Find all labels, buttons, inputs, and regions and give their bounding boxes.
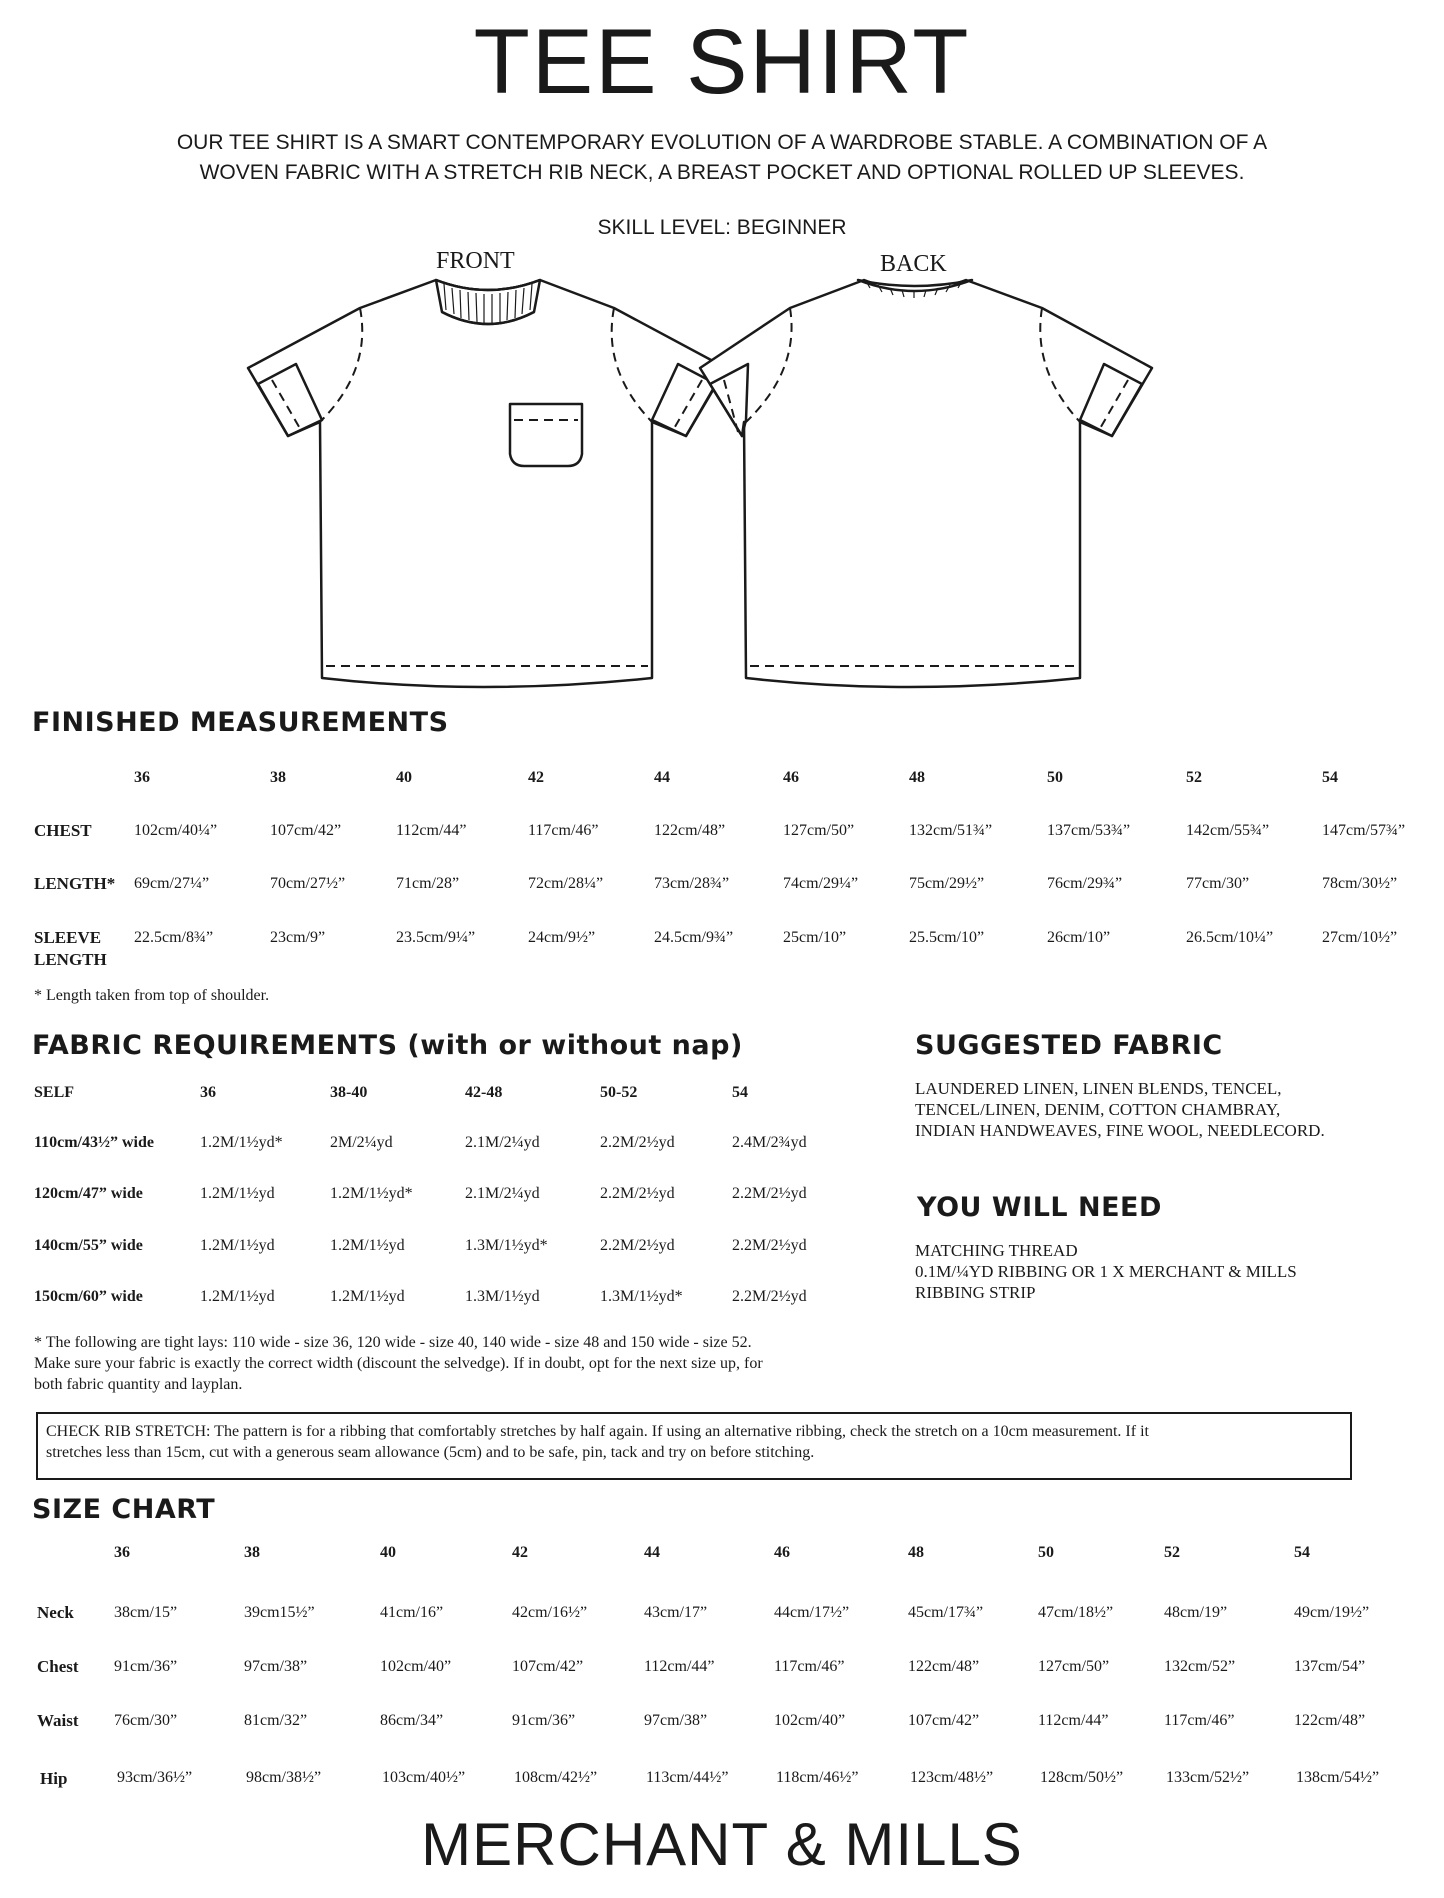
row-label-waist: Waist [37, 1711, 79, 1730]
waist-value: 91cm/36” [512, 1712, 576, 1729]
waist-value: 86cm/34” [380, 1712, 444, 1729]
chest-value: 122cm/48” [654, 822, 726, 839]
sleeve-value: 23.5cm/9¼” [396, 929, 476, 946]
fabric-note-line: * The following are tight lays: 110 wide - size 36, 120 wide - size 40, 140 wide - size 48 and 150 wide - size 52. [34, 1334, 752, 1351]
sleeve-value: 24.5cm/9¾” [654, 929, 734, 946]
fabric-value: 2.1M/2¼yd [465, 1134, 540, 1151]
fabric-value: 2.2M/2½yd [600, 1237, 675, 1254]
neck-value: 47cm/18½” [1038, 1604, 1114, 1621]
chest-value: 117cm/46” [774, 1658, 845, 1675]
fabric-value: 2.2M/2½yd [600, 1134, 675, 1151]
neck-value: 44cm/17½” [774, 1604, 850, 1621]
chest-value: 132cm/52” [1164, 1658, 1236, 1675]
length-value: 70cm/27½” [270, 875, 346, 892]
size-header: 50 [1038, 1544, 1054, 1561]
front-label: FRONT [436, 248, 515, 274]
neck-value: 42cm/16½” [512, 1604, 588, 1621]
fabric-value: 1.3M/1½yd* [600, 1288, 683, 1305]
chest-value: 122cm/48” [908, 1658, 980, 1675]
fabric-header: 38-40 [330, 1084, 368, 1101]
neck-value: 41cm/16” [380, 1604, 444, 1621]
size-header: 44 [644, 1544, 660, 1561]
row-label-length: LENGTH* [34, 874, 116, 893]
chest-value: 102cm/40” [380, 1658, 452, 1675]
fabric-value: 2.4M/2¾yd [732, 1134, 807, 1151]
chest-value: 102cm/40¼” [134, 822, 218, 839]
page-title: TEE SHIRT [473, 11, 971, 113]
size-header: 40 [396, 769, 412, 786]
chest-value: 147cm/57¾” [1322, 822, 1406, 839]
fabric-value: 1.3M/1½yd* [465, 1237, 548, 1254]
chest-value: 117cm/46” [528, 822, 599, 839]
fabric-value: 1.2M/1½yd* [330, 1185, 413, 1202]
intro-line: OUR TEE SHIRT IS A SMART CONTEMPORARY EVOLUTION OF A WARDROBE STABLE. A COMBINATION OF A [176, 131, 1268, 154]
size-header: 42 [528, 769, 544, 786]
hip-value: 113cm/44½” [646, 1769, 729, 1786]
size-header: 46 [783, 769, 799, 786]
chest-value: 127cm/50” [1038, 1658, 1110, 1675]
fabric-value: 2.2M/2½yd [732, 1237, 807, 1254]
size-chart-title: SIZE CHART [32, 1494, 216, 1525]
waist-value: 117cm/46” [1164, 1712, 1235, 1729]
size-header: 52 [1186, 769, 1202, 786]
fabric-value: 1.2M/1½yd [330, 1237, 405, 1254]
suggested-line: LAUNDERED LINEN, LINEN BLENDS, TENCEL, [915, 1079, 1282, 1098]
sleeve-value: 22.5cm/8¾” [134, 929, 214, 946]
chest-value: 132cm/51¾” [909, 822, 993, 839]
size-header: 48 [908, 1544, 924, 1561]
neck-value: 45cm/17¾” [908, 1604, 984, 1621]
chest-value: 137cm/53¾” [1047, 822, 1131, 839]
suggested-line: TENCEL/LINEN, DENIM, COTTON CHAMBRAY, [915, 1100, 1281, 1119]
suggested-line: INDIAN HANDWEAVES, FINE WOOL, NEEDLECORD. [915, 1121, 1325, 1140]
size-header: 54 [1294, 1544, 1310, 1561]
fabric-width-label: 150cm/60” wide [34, 1288, 143, 1305]
size-header: 40 [380, 1544, 396, 1561]
fabric-header: SELF [34, 1084, 75, 1101]
chest-value: 112cm/44” [644, 1658, 715, 1675]
fabric-note-line: both fabric quantity and layplan. [34, 1376, 243, 1393]
length-value: 69cm/27¼” [134, 875, 210, 892]
fabric-value: 1.2M/1½yd* [200, 1134, 283, 1151]
intro-line: WOVEN FABRIC WITH A STRETCH RIB NECK, A BREAST POCKET AND OPTIONAL ROLLED UP SLEEVES. [199, 161, 1245, 184]
fabric-header: 54 [732, 1084, 748, 1101]
chest-value: 112cm/44” [396, 822, 467, 839]
fabric-value: 2.1M/2¼yd [465, 1185, 540, 1202]
hip-value: 108cm/42½” [514, 1769, 598, 1786]
sleeve-value: 23cm/9” [270, 929, 326, 946]
neck-value: 48cm/19” [1164, 1604, 1228, 1621]
size-header: 52 [1164, 1544, 1180, 1561]
neck-value: 49cm/19½” [1294, 1604, 1370, 1621]
fabric-width-label: 110cm/43½” wide [34, 1134, 154, 1151]
chest-value: 97cm/38” [244, 1658, 308, 1675]
row-label-hip: Hip [40, 1769, 68, 1788]
chest-value: 107cm/42” [512, 1658, 584, 1675]
skill-level: SKILL LEVEL: BEGINNER [597, 216, 847, 239]
fabric-value: 1.2M/1½yd [330, 1288, 405, 1305]
row-label-chest: Chest [37, 1657, 79, 1676]
row-label-neck: Neck [37, 1603, 74, 1622]
waist-value: 102cm/40” [774, 1712, 846, 1729]
fabric-value: 2M/2¼yd [330, 1134, 393, 1151]
fabric-header: 42-48 [465, 1084, 503, 1101]
row-label-sleeve: SLEEVE [34, 928, 102, 947]
size-header: 46 [774, 1544, 790, 1561]
length-value: 73cm/28¾” [654, 875, 730, 892]
sleeve-value: 26.5cm/10¼” [1186, 929, 1274, 946]
length-value: 77cm/30” [1186, 875, 1250, 892]
size-header: 36 [134, 769, 150, 786]
hip-value: 93cm/36½” [117, 1769, 193, 1786]
finished-measurements-title: FINISHED MEASUREMENTS [32, 707, 449, 738]
size-header: 50 [1047, 769, 1063, 786]
fabric-value: 1.3M/1½yd [465, 1288, 540, 1305]
need-line: RIBBING STRIP [915, 1283, 1036, 1302]
length-value: 74cm/29¼” [783, 875, 859, 892]
neck-value: 38cm/15” [114, 1604, 178, 1621]
you-will-need-title: YOU WILL NEED [917, 1192, 1162, 1223]
waist-value: 76cm/30” [114, 1712, 178, 1729]
hip-value: 103cm/40½” [382, 1769, 466, 1786]
fabric-value: 1.2M/1½yd [200, 1185, 275, 1202]
hip-value: 128cm/50½” [1040, 1769, 1124, 1786]
sleeve-value: 27cm/10½” [1322, 929, 1398, 946]
waist-value: 112cm/44” [1038, 1712, 1109, 1729]
hip-value: 138cm/54½” [1296, 1769, 1380, 1786]
row-label-sleeve-length: LENGTH [34, 950, 107, 969]
row-label-chest: CHEST [34, 821, 92, 840]
chest-value: 107cm/42” [270, 822, 342, 839]
fabric-width-label: 120cm/47” wide [34, 1185, 143, 1202]
size-header: 44 [654, 769, 670, 786]
size-header: 48 [909, 769, 925, 786]
hip-value: 123cm/48½” [910, 1769, 994, 1786]
waist-value: 81cm/32” [244, 1712, 308, 1729]
waist-value: 122cm/48” [1294, 1712, 1366, 1729]
fabric-value: 2.2M/2½yd [732, 1185, 807, 1202]
waist-value: 107cm/42” [908, 1712, 980, 1729]
fabric-header: 36 [200, 1084, 216, 1101]
size-header: 38 [270, 769, 286, 786]
neck-value: 39cm15½” [244, 1604, 315, 1621]
fabric-requirements-title: FABRIC REQUIREMENTS (with or without nap) [32, 1030, 743, 1061]
hip-value: 98cm/38½” [246, 1769, 322, 1786]
need-line: 0.1M/¼YD RIBBING OR 1 X MERCHANT & MILLS [915, 1262, 1297, 1281]
size-header: 36 [114, 1544, 130, 1561]
sleeve-value: 25.5cm/10” [909, 929, 985, 946]
hip-value: 133cm/52½” [1166, 1769, 1250, 1786]
sleeve-value: 25cm/10” [783, 929, 847, 946]
waist-value: 97cm/38” [644, 1712, 708, 1729]
fabric-value: 1.2M/1½yd [200, 1237, 275, 1254]
size-header: 38 [244, 1544, 260, 1561]
back-label: BACK [880, 251, 947, 277]
fabric-header: 50-52 [600, 1084, 638, 1101]
fabric-note-line: Make sure your fabric is exactly the correct width (discount the selvedge). If in doubt, opt for the next size up, for [34, 1355, 763, 1372]
neck-value: 43cm/17” [644, 1604, 708, 1621]
chest-value: 137cm/54” [1294, 1658, 1366, 1675]
chest-value: 127cm/50” [783, 822, 855, 839]
sleeve-value: 26cm/10” [1047, 929, 1111, 946]
fabric-value: 1.2M/1½yd [200, 1288, 275, 1305]
rib-line: CHECK RIB STRETCH: The pattern is for a ribbing that comfortably stretches by half again. If using an alternative ribbing, check the stretch on a 10cm measurement. If it [46, 1423, 1149, 1440]
length-value: 75cm/29½” [909, 875, 985, 892]
suggested-fabric-title: SUGGESTED FABRIC [915, 1030, 1223, 1061]
finished-note: * Length taken from top of shoulder. [34, 987, 270, 1004]
size-header: 42 [512, 1544, 528, 1561]
fabric-value: 2.2M/2½yd [732, 1288, 807, 1305]
fabric-value: 2.2M/2½yd [600, 1185, 675, 1202]
length-value: 76cm/29¾” [1047, 875, 1123, 892]
length-value: 71cm/28” [396, 875, 460, 892]
fabric-width-label: 140cm/55” wide [34, 1237, 143, 1254]
length-value: 78cm/30½” [1322, 875, 1398, 892]
rib-line: stretches less than 15cm, cut with a generous seam allowance (5cm) and to be safe, pin, tack and try on before stitching. [46, 1444, 815, 1461]
need-line: MATCHING THREAD [915, 1241, 1078, 1260]
hip-value: 118cm/46½” [776, 1769, 859, 1786]
size-header: 54 [1322, 769, 1338, 786]
chest-value: 142cm/55¾” [1186, 822, 1270, 839]
length-value: 72cm/28¼” [528, 875, 604, 892]
brand-logo: MERCHANT & MILLS [421, 1811, 1023, 1878]
sleeve-value: 24cm/9½” [528, 929, 596, 946]
chest-value: 91cm/36” [114, 1658, 178, 1675]
